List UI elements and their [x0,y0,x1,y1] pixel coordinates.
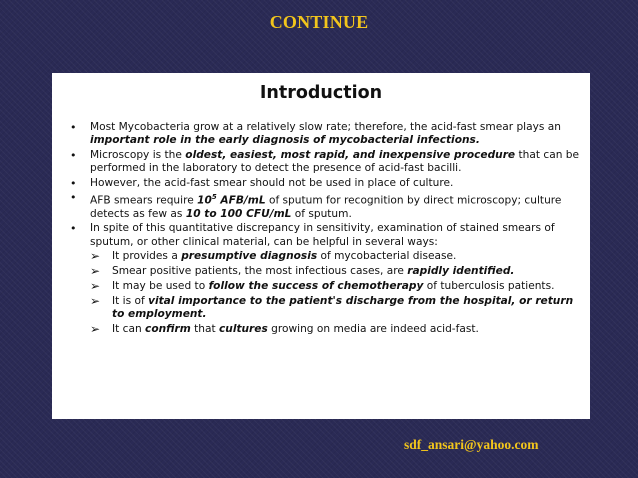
bullet-text: of sputum for recognition by direct microscopy; culture detects as few as [90,194,562,220]
arrow-icon: ➢ [90,264,101,279]
sub-text: of mycobacterial disease. [317,250,457,263]
slide-title: CONTINUE [269,12,369,32]
sub-emphasis: follow the success of chemotherapy [208,280,424,292]
sub-text: It can [112,323,146,336]
bullet-text: of sputum. [291,207,352,220]
content-panel [52,73,590,419]
sub-list [90,250,585,336]
sub-item [90,295,585,322]
sub-text: It provides a [112,250,182,263]
bullet-item [70,222,585,336]
bullet-item [70,191,585,221]
arrow-icon: ➢ [90,279,101,293]
bullet-emphasis: important role in the early diagnosis of mycobacterial infections. [90,134,480,147]
superscript: 5 [211,193,217,202]
bullet-text: Most Mycobacteria grow at a relatively slow rate; therefore, the acid-fast smear plays an [90,121,561,133]
arrow-icon: ➢ [90,249,101,264]
sub-item [90,323,585,336]
sub-text: growing on media are indeed acid-fast. [267,323,479,336]
bullet-emphasis: 10 to 100 CFU/mL [185,207,292,220]
bullet-item [70,149,585,176]
sub-item [90,280,585,293]
bullet-text: that can be performed in the laboratory to detect the presence of acid-fast bacilli. [90,148,580,175]
bullet-list [70,121,585,338]
bullet-emphasis: 10 [197,194,212,207]
sub-text: It may be used to [112,280,209,292]
sub-text: Smear positive patients, the most infectious cases, are [112,265,408,278]
sub-text: that [190,323,219,336]
panel-heading: Introduction [259,83,383,103]
sub-emphasis: rapidly identified. [407,265,515,278]
bullet-emphasis: oldest, easiest, most rapid, and inexpensive procedure [185,148,516,161]
author-email: sdf_ansari@yahoo.com [404,437,539,452]
sub-item [90,250,585,263]
sub-emphasis: vital importance to the patient's discharge from the hospital, or return to employment. [112,294,574,321]
sub-text: It is of [112,294,149,307]
bullet-text: AFB smears require [90,194,198,207]
arrow-icon: ➢ [90,293,101,308]
bullet-text: However, the acid-fast smear should not be used in place of culture. [90,176,454,189]
sub-emphasis: confirm [145,323,191,336]
sub-item [90,265,585,278]
sub-emphasis: cultures [219,323,268,336]
bullet-item [70,121,585,148]
arrow-icon: ➢ [90,322,101,337]
bullet-item [70,177,585,190]
bullet-text: In spite of this quantitative discrepancy in sensitivity, examination of stained smears of sputum, or other clinical material, can be helpful in several ways: [90,222,555,248]
bullet-text: Microscopy is the [90,148,186,161]
sub-text: of tuberculosis patients. [423,280,555,292]
bullet-emphasis: AFB/mL [216,194,266,207]
sub-emphasis: presumptive diagnosis [181,250,318,263]
